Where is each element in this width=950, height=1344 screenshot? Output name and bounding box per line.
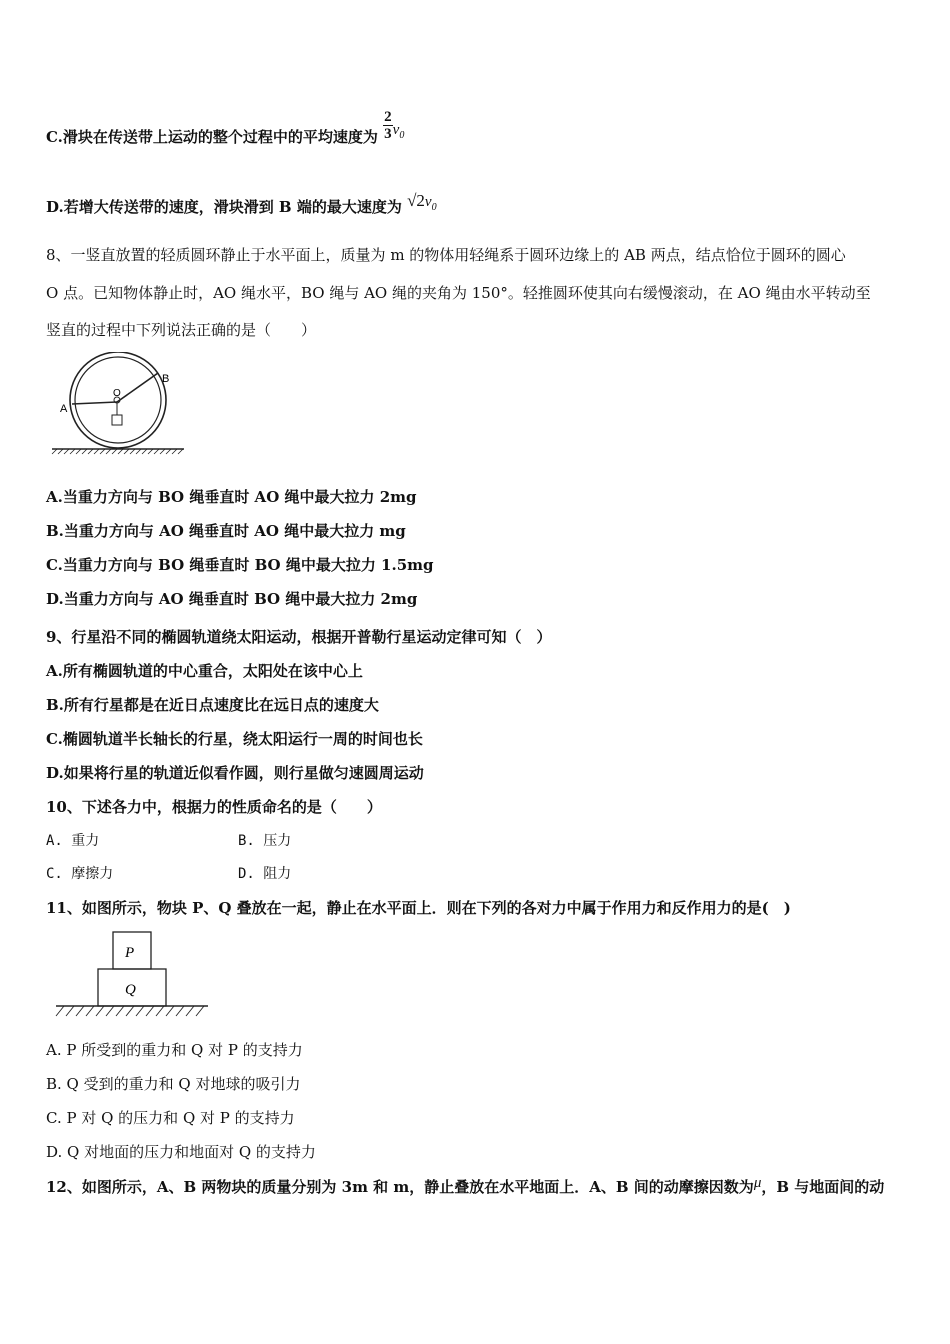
q7-option-d-text: D.若增大传送带的速度，滑块滑到 B 端的最大速度为	[46, 198, 402, 216]
q8-option-c: C.当重力方向与 BO 绳垂直时 BO 绳中最大拉力 1.5mg	[46, 556, 434, 574]
q12-stem-part2: ，B 与地面间的动	[761, 1178, 885, 1196]
q12-stem-part1: 12、如图所示，A、B 两物块的质量分别为 3m 和 m，静止叠放在水平地面上．A、B 间的动摩擦因数为	[46, 1178, 754, 1196]
q9-stem: 9、行星沿不同的椭圆轨道绕太阳运动，根据开普勒行星运动定律可知（ ）	[46, 628, 552, 646]
q7-option-c-velocity: $v_0$	[392, 122, 405, 141]
q9-option-a: A.所有椭圆轨道的中心重合，太阳处在该中心上	[46, 662, 363, 680]
q8-ring-figure	[50, 352, 190, 460]
q8-stem-line2: O 点。已知物体静止时，AO 绳水平，BO 绳与 AO 绳的夹角为 150°。轻推圆环使其向右缓慢滚动，在 AO 绳由水平转动至	[46, 284, 871, 302]
q8-option-b: B.当重力方向与 AO 绳垂直时 AO 绳中最大拉力 mg	[46, 522, 406, 540]
q11-option-b: B. Q 受到的重力和 Q 对地球的吸引力	[46, 1075, 301, 1093]
q8-option-d: D.当重力方向与 AO 绳垂直时 BO 绳中最大拉力 2mg	[46, 590, 418, 608]
q10-option-a: A. 重力	[46, 833, 100, 849]
q7-option-d	[46, 191, 437, 224]
q11-option-c: C. P 对 Q 的压力和 Q 对 P 的支持力	[46, 1109, 295, 1127]
q9-option-b: B.所有行星都是在近日点速度比在远日点的速度大	[46, 696, 379, 714]
q8-stem-line3: 竖直的过程中下列说法正确的是（ ）	[46, 321, 317, 339]
fig-label-p: P	[125, 945, 135, 961]
q11-option-a: A. P 所受到的重力和 Q 对 P 的支持力	[46, 1041, 303, 1059]
q10-stem: 10、下述各力中，根据力的性质命名的是（ ）	[46, 798, 382, 816]
q11-option-d: D. Q 对地面的压力和地面对 Q 的支持力	[46, 1143, 316, 1161]
q10-option-d: D. 阻力	[238, 866, 292, 882]
fig-label-a: A	[60, 403, 68, 415]
q7-option-c-fraction	[383, 109, 393, 142]
q11-blocks-figure	[52, 928, 212, 1022]
q7-option-c-text: C.滑块在传送带上运动的整个过程中的平均速度为	[46, 128, 378, 146]
q7-option-d-sqrt: √2	[407, 191, 425, 210]
fig-label-q: Q	[125, 982, 136, 998]
q8-stem-line1: 8、一竖直放置的轻质圆环静止于水平面上，质量为 m 的物体用轻绳系于圆环边缘上的 AB 两点，结点恰位于圆环的圆心	[46, 246, 846, 264]
q7-option-d-velocity: $v_0$	[424, 194, 437, 213]
fraction-denominator: 3	[384, 125, 392, 142]
q10-option-c: C. 摩擦力	[46, 866, 114, 882]
q8-option-a: A.当重力方向与 BO 绳垂直时 AO 绳中最大拉力 2mg	[46, 488, 417, 506]
fig-label-o: O	[113, 388, 121, 399]
q12-stem	[46, 1177, 884, 1198]
q11-stem: 11、如图所示，物块 P、Q 叠放在一起，静止在水平面上．则在下列的各对力中属于作用力和反作用力的是( )	[46, 899, 791, 917]
q9-option-c: C.椭圆轨道半长轴长的行星，绕太阳运行一周的时间也长	[46, 730, 423, 748]
fig-label-b: B	[162, 373, 170, 385]
q10-option-b: B. 压力	[238, 833, 292, 849]
q9-option-d: D.如果将行星的轨道近似看作圆，则行星做匀速圆周运动	[46, 764, 424, 782]
q12-mu-symbol: μ	[753, 1175, 762, 1191]
q7-option-c	[46, 108, 405, 154]
fraction-numerator: 2	[384, 108, 392, 125]
